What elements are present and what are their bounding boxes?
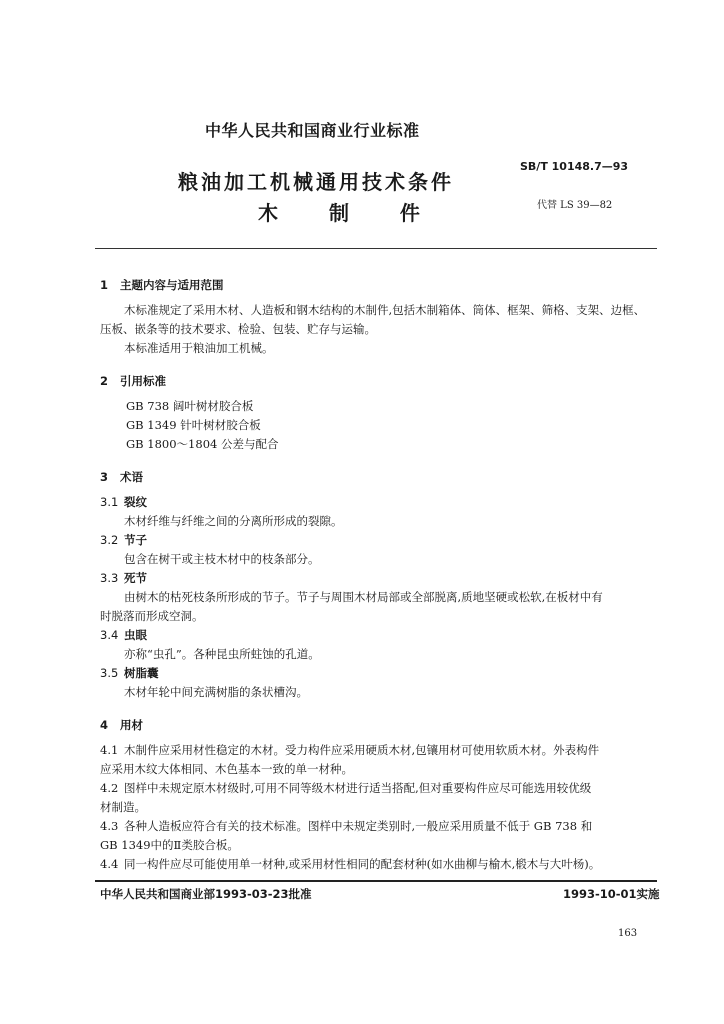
term-heading: 3.5 树脂囊 bbox=[100, 666, 159, 680]
clause: 4.2 图样中未规定原木材级时,可用不同等级木材进行适当搭配,但对重要构件应尽可能选用较优级 bbox=[100, 781, 592, 795]
paragraph: 本标准适用于粮油加工机械。 bbox=[124, 341, 274, 355]
clause: 4.1 木制件应采用材性稳定的木材。受力构件应采用硬质木材,包镶用材可使用软质木材。外表构件 bbox=[100, 743, 600, 757]
term-definition: 由树木的枯死枝条所形成的节子。节子与周围木材局部或全部脱离,质地坚硬或松软,在板材中有 bbox=[124, 590, 603, 604]
section-heading: 2 引用标准 bbox=[100, 374, 166, 388]
term-heading: 3.2 节子 bbox=[100, 533, 147, 547]
term-definition: 木材年轮中间充满树脂的条状槽沟。 bbox=[124, 685, 308, 699]
term-heading: 3.3 死节 bbox=[100, 571, 147, 585]
clause-continuation: 材制造。 bbox=[100, 800, 146, 814]
clause: 4.4 同一构件应尽可能使用单一材种,或采用材性相同的配套材种(如水曲柳与榆木,椴木与大叶杨)。 bbox=[100, 857, 601, 871]
reference-item: GB 738 阔叶树材胶合板 bbox=[126, 399, 254, 413]
term-definition: 时脱落而形成空洞。 bbox=[100, 609, 204, 623]
approval-date: 中华人民共和国商业部1993-03-23批准 bbox=[100, 887, 312, 901]
term-definition: 亦称“虫孔”。各种昆虫所蛀蚀的孔道。 bbox=[124, 647, 320, 661]
section-heading: 4 用材 bbox=[100, 718, 143, 732]
reference-item: GB 1349 针叶树材胶合板 bbox=[126, 418, 261, 432]
term-definition: 木材纤维与纤维之间的分离所形成的裂隙。 bbox=[124, 514, 343, 528]
footer-divider bbox=[95, 880, 657, 882]
reference-item: GB 1800～1804 公差与配合 bbox=[126, 437, 279, 451]
paragraph: 压板、嵌条等的技术要求、检验、包装、贮存与运输。 bbox=[100, 322, 376, 336]
standard-code: SB/T 10148.7—93 bbox=[520, 160, 629, 173]
document-subtitle: 木 制 件 bbox=[258, 201, 442, 225]
section-heading: 1 主题内容与适用范围 bbox=[100, 278, 224, 292]
term-definition: 包含在树干或主枝木材中的枝条部分。 bbox=[124, 552, 320, 566]
section-heading: 3 术语 bbox=[100, 470, 143, 484]
document-body bbox=[100, 276, 656, 874]
page-number: 163 bbox=[618, 928, 638, 939]
term-heading: 3.4 虫眼 bbox=[100, 628, 147, 642]
term-heading: 3.1 裂纹 bbox=[100, 495, 147, 509]
clause-continuation: 应采用木纹大体相同、木色基本一致的单一材种。 bbox=[100, 762, 353, 776]
replaces-standard: 代替 LS 39—82 bbox=[537, 200, 613, 211]
document-title: 粮油加工机械通用技术条件 bbox=[178, 170, 454, 194]
paragraph: 木标准规定了采用木材、人造板和钢木结构的木制件,包括木制箱体、筒体、框架、筛格、支架、边框、 bbox=[124, 303, 646, 317]
clause: 4.3 各种人造板应符合有关的技术标准。图样中未规定类别时,一般应采用质量不低于 GB 738 和 bbox=[100, 819, 593, 833]
header-divider bbox=[95, 248, 657, 249]
issuing-authority: 中华人民共和国商业行业标准 bbox=[205, 121, 420, 140]
clause-continuation: GB 1349中的Ⅱ类胶合板。 bbox=[100, 838, 239, 852]
implementation-date: 1993-10-01实施 bbox=[563, 887, 660, 901]
